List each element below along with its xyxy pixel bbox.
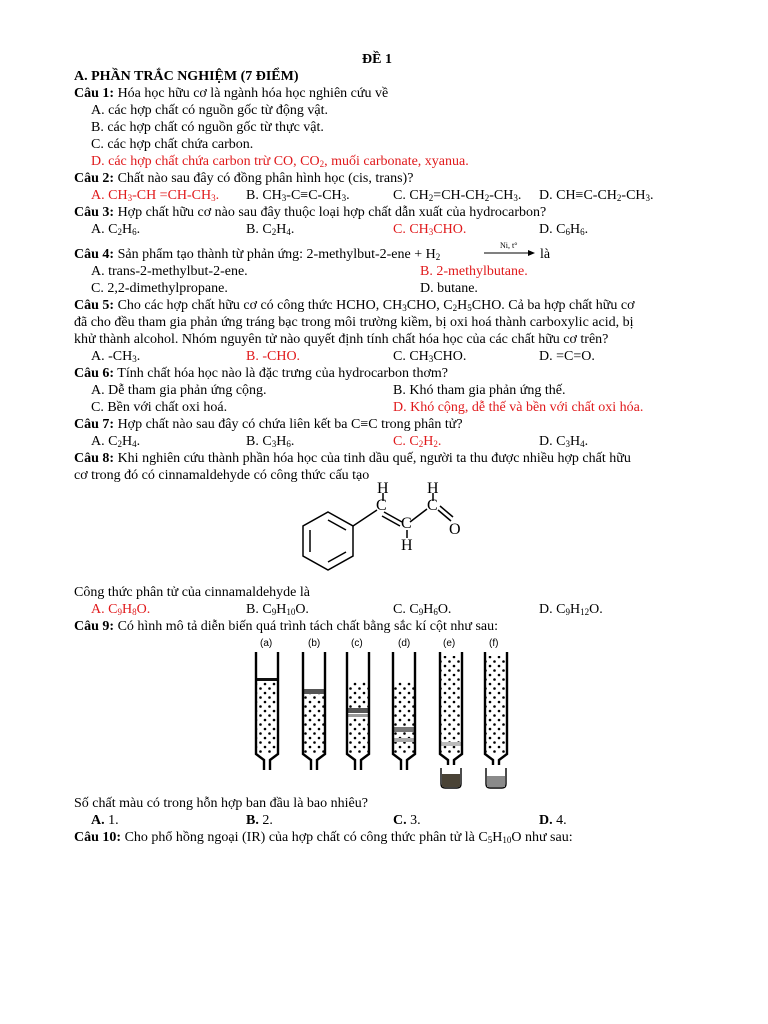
atom-c-1: C bbox=[376, 497, 387, 514]
question-text: Hóa học hữu cơ là ngành hóa học nghiên cứu về bbox=[114, 86, 389, 101]
question-8: Câu 8: Khi nghiên cứu thành phần hóa học của tinh dầu quế, người ta thu được nhiều hợp chất hữu bbox=[74, 451, 631, 466]
q8-line-2: cơ trong đó có cinnamaldehyde có công thức cấu tạo bbox=[74, 468, 370, 483]
question-2: Câu 2: Chất nào sau đây có đồng phân hình học (cis, trans)? bbox=[74, 171, 414, 186]
q2-option-c: C. $CH_2=CH-CH_2-CH_3$. bbox=[393, 188, 522, 203]
q5-option-a: A. $-CH_3$. bbox=[91, 349, 141, 364]
q7-option-d: D. $C_3H_4$. bbox=[539, 434, 589, 449]
q3-option-d: D. $C_6H_6$. bbox=[539, 222, 589, 237]
q1-option-b: B. các hợp chất có nguồn gốc từ thực vật. bbox=[91, 120, 324, 135]
section-heading: A. PHẦN TRẮC NGHIỆM (7 ĐIỂM) bbox=[74, 69, 299, 84]
cinnamaldehyde-structure bbox=[288, 480, 478, 580]
q5-option-b: B. -CHO. bbox=[246, 349, 301, 364]
question-3: Câu 3: Hợp chất hữu cơ nào sau đây thuộc loại hợp chất dẫn xuất của hydrocarbon? bbox=[74, 205, 547, 220]
question-5: Câu 5: Cho các hợp chất hữu cơ có công thức HCHO, $CH_3CHO$, $C_2H_5CHO$. Cả ba hợp chất hữu cơ bbox=[74, 298, 635, 313]
q4-option-d: D. butane. bbox=[420, 281, 478, 296]
q6-option-a: A. Dễ tham gia phản ứng cộng. bbox=[91, 383, 267, 398]
q9-option-d: D. 4. bbox=[539, 813, 567, 828]
q8-option-c: C. $C_9H_6O$. bbox=[393, 602, 452, 617]
atom-c-3: C bbox=[427, 497, 438, 514]
atom-h-1: H bbox=[377, 480, 389, 497]
q5-option-d: D. =C=O. bbox=[539, 349, 595, 364]
q2-option-d: D. $CH\equiv C-CH_2-CH_3$. bbox=[539, 188, 654, 203]
q3-option-b: B. $C_2H_4$. bbox=[246, 222, 295, 237]
q7-option-b: B. $C_3H_6$. bbox=[246, 434, 295, 449]
chromatography-columns bbox=[240, 632, 530, 792]
atom-o: O bbox=[449, 521, 461, 538]
q4-option-a: A. trans-2-methylbut-2-ene. bbox=[91, 264, 248, 279]
q8-option-b: B. $C_9H_{10}O$. bbox=[246, 602, 309, 617]
question-9: Câu 9: Có hình mô tả diễn biến quá trình tách chất bằng sắc kí cột như sau: bbox=[74, 619, 499, 634]
q9-question: Số chất màu có trong hỗn hợp ban đầu là bao nhiêu? bbox=[74, 796, 368, 811]
q8-option-a: A. $C_9H_8O$. bbox=[91, 602, 151, 617]
tube-b-label: (b) bbox=[308, 638, 321, 649]
q1-option-d: D. các hợp chất chứa carbon trừ CO, $CO_2$, muối carbonate, xyanua. bbox=[91, 154, 469, 169]
question-label: Câu 1: bbox=[74, 86, 115, 101]
q9-option-c: C. 3. bbox=[393, 813, 421, 828]
q5-line-2: đã cho đều tham gia phản ứng tráng bạc trong môi trường kiềm, bị oxi hoá thành carboxylic acid, bị bbox=[74, 315, 634, 330]
atom-c-2: C bbox=[401, 515, 412, 532]
q3-option-c: C. $CH_3CHO$. bbox=[393, 222, 467, 237]
q9-option-b: B. 2. bbox=[246, 813, 273, 828]
tube-a-label: (a) bbox=[260, 638, 273, 649]
q4-option-b: B. 2-methylbutane. bbox=[420, 264, 528, 279]
q6-option-c: C. Bền với chất oxi hoá. bbox=[91, 400, 228, 415]
tube-d-label: (d) bbox=[398, 638, 411, 649]
q5-line-3: khử thành alcohol. Nhóm nguyên tử nào quyết định tính chất hóa học của các chất hữu cơ trên? bbox=[74, 332, 609, 347]
tube-f-label: (f) bbox=[489, 638, 499, 649]
q6-option-b: B. Khó tham gia phản ứng thế. bbox=[393, 383, 566, 398]
question-1 bbox=[74, 85, 388, 102]
q1-option-a: A. các hợp chất có nguồn gốc từ động vật. bbox=[91, 103, 328, 118]
q8-line-3: Công thức phân tử của cinnamaldehyde là bbox=[74, 585, 310, 600]
q1-option-c: C. các hợp chất chứa carbon. bbox=[91, 137, 254, 152]
tube-c-label: (c) bbox=[351, 638, 363, 649]
reaction-arrow-icon bbox=[482, 240, 542, 260]
q9-option-a: A. 1. bbox=[91, 813, 119, 828]
q4-tail: là bbox=[540, 247, 551, 262]
q4-option-c: C. 2,2-dimethylpropane. bbox=[91, 281, 228, 296]
svg-text:Ni, t°: Ni, t° bbox=[500, 241, 518, 250]
question-6: Câu 6: Tính chất hóa học nào là đặc trưng của hydrocarbon thơm? bbox=[74, 366, 448, 381]
q6-option-d: D. Khó cộng, dễ thế và bền với chất oxi hóa. bbox=[393, 400, 644, 415]
question-4: Câu 4: Sản phẩm tạo thành từ phản ứng: 2-methylbut-2-ene + $H_2$ bbox=[74, 247, 441, 262]
question-7: Câu 7: Hợp chất nào sau đây có chứa liên kết ba C≡C trong phân tử? bbox=[74, 417, 463, 432]
q7-option-a: A. $C_2H_4$. bbox=[91, 434, 141, 449]
q8-option-d: D. $C_9H_{12}O$. bbox=[539, 602, 603, 617]
question-10: Câu 10: Cho phổ hồng ngoại (IR) của hợp chất có công thức phân tử là $C_5H_{10}O$ như sau: bbox=[74, 830, 573, 845]
q2-option-a: A. $CH_3-CH =CH-CH_3$. bbox=[91, 188, 220, 203]
q5-option-c: C. $CH_3CHO$. bbox=[393, 349, 467, 364]
q3-option-a: A. $C_2H_6$. bbox=[91, 222, 141, 237]
exam-title: ĐỀ 1 bbox=[362, 52, 392, 67]
q2-option-b: B. $CH_3-C\equiv C-CH_3$. bbox=[246, 188, 350, 203]
atom-h-3: H bbox=[401, 537, 413, 554]
tube-e-label: (e) bbox=[443, 638, 456, 649]
atom-h-2: H bbox=[427, 480, 439, 497]
q7-option-c: C. $C_2H_2$. bbox=[393, 434, 442, 449]
